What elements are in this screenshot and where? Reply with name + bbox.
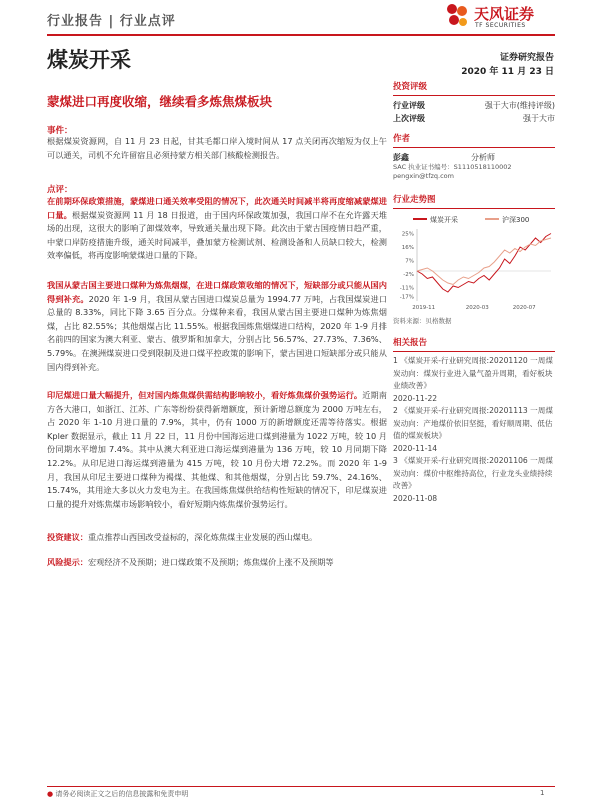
trend-panel [393, 193, 555, 326]
related-report-number: 3 [393, 456, 398, 465]
investment-advice-heading: 投资建议： [47, 532, 88, 542]
rating-heading: 投资评级 [393, 80, 555, 96]
author-email[interactable]: pengxin@tfzq.com [393, 172, 454, 180]
footer-logo-icon: ● [47, 790, 54, 798]
page-number: 1 [540, 789, 545, 797]
brand-name-cn: 天风证券 [474, 5, 535, 23]
previous-rating-value: 强于大市 [523, 114, 555, 123]
paragraph-1 [47, 195, 387, 263]
y-tick-label: -11% [399, 285, 414, 292]
previous-rating-label: 上次评级 [393, 114, 425, 123]
related-report-number: 1 [393, 356, 398, 365]
related-report-date: 2020-11-22 [393, 393, 438, 403]
y-tick-label: 16% [401, 245, 414, 251]
previous-rating-row [393, 112, 555, 125]
rating-label: 行业评级 [393, 101, 425, 110]
investment-advice-body: 重点推荐山西国改受益标的，深化炼焦煤主业发展的西山煤电。 [87, 532, 318, 542]
page-title: 煤炭开采 [47, 48, 131, 72]
author-panel [393, 132, 555, 181]
footer-divider [47, 786, 555, 787]
investment-advice [47, 531, 387, 545]
y-tick-label: -17% [399, 294, 414, 301]
related-list [393, 355, 555, 505]
trend-chart [393, 213, 555, 313]
author-role: 分析师 [471, 153, 495, 162]
author-row [393, 152, 555, 163]
y-tick-label: 25% [401, 231, 414, 238]
chart-source: 资料来源：贝格数据 [393, 317, 452, 325]
report-category: 行业报告 | 行业点评 [47, 14, 176, 29]
related-report-1[interactable] [393, 355, 555, 405]
x-tick-label: 2020-07 [512, 305, 536, 311]
related-panel [393, 336, 555, 505]
related-heading: 相关报告 [393, 336, 555, 352]
trend-heading: 行业走势图 [393, 193, 555, 209]
report-type: 证券研究报告 [499, 53, 554, 63]
related-report-number: 2 [393, 406, 398, 415]
related-report-title: 《煤炭开采-行业研究周报:20201120 一周煤炭动向：煤炭行业进入量气盈升周期，看好板块业绩改善》 [393, 356, 553, 390]
risk-warning-body: 宏观经济不及预期；进口煤政策不及预期；炼焦煤价上涨不及预期等 [87, 557, 334, 567]
legend-label: 沪深300 [502, 216, 530, 224]
rating-panel [393, 80, 555, 125]
point-heading: 点评： [47, 185, 73, 195]
risk-warning-heading: 风险提示： [47, 557, 88, 567]
rating-row [393, 99, 555, 112]
risk-warning [47, 556, 387, 570]
paragraph-3-body: 近期南方各大港口，如浙江、江苏、广东等纷纷获得新增额度，预计新增总额度为 2000 万吨左右，占 2020 年 1-10 月进口量的 7.9%，其中，仍有 1000 万的新增额度还需等待落实。根据 Kpler 数据显示，截止 11 月 22 日，11 月份中国海运进口煤到港量为 1022 万吨，较 10 月份同期水平增加 7.4%。其中从澳大利亚进口海运煤到港量为 136 万吨，较 10 月同期下降 12.2%。从印尼进口海运煤到港量为 415 万吨，较 10 月份大增 72.2%。而 2020 年 1-9 月，我国从印尼主要进口煤种为褐煤、其他煤、和其他烟煤，分别占比 59.7%、24.16%、15.74%，其用途大多以火力发电为主。在我国炼焦煤供给结构性短缺的情况下，印尼煤炭进口量的提升对炼焦煤市场影响较小，看好短期内炼焦煤价强势运行。 [47, 390, 387, 509]
legend-label: 煤炭开采 [430, 216, 458, 224]
series-line-1 [417, 234, 551, 293]
paragraph-2-lead: 我国从蒙古国主要进口煤种为炼焦烟煤，在进口煤政策收缩的情况下，短缺部分或只能从国内得到补充。 [47, 280, 387, 304]
series-line-2 [417, 238, 551, 285]
paragraph-1-body: 根据煤炭资源网 11 月 18 日报道，由于国内环保政策加强，我国口岸不在允许露天堆场的出现，这很大的影响了卸煤效率，导致通关量出现下降。此次由于蒙古国疫情日趋严重，中蒙口岸防疫措施升级，通关时间减半，叠加蒙方检测试剂、检测设备和人员缺口较大，检测效率偏低，将再度影响蒙煤进口量的下降。 [47, 209, 387, 261]
y-tick-label: -2% [403, 272, 414, 278]
report-subtitle: 蒙煤进口再度收缩，继续看多炼焦煤板块 [47, 94, 273, 109]
brand-name-en: TF SECURITIES [475, 22, 526, 29]
related-report-date: 2020-11-08 [393, 493, 438, 503]
related-report-2[interactable] [393, 405, 555, 455]
footer-disclaimer [47, 789, 188, 799]
paragraph-2 [47, 279, 387, 374]
footer-disclaimer-text: 请务必阅读正文之后的信息披露和免责申明 [55, 790, 189, 798]
rating-value: 强于大市(维持评级) [484, 101, 555, 110]
related-report-3[interactable] [393, 455, 555, 505]
brand-logo [444, 2, 554, 32]
x-tick-label: 2019-11 [412, 305, 436, 311]
related-report-date: 2020-11-14 [393, 443, 438, 453]
author-heading: 作者 [393, 132, 555, 148]
related-report-title: 《煤炭开采-行业研究周报:20201113 一周煤炭动向：产地煤价依旧坚挺，看好顺周期、低估值的煤炭板块》 [393, 406, 553, 440]
paragraph-1-lead: 在前期环保政策措施，蒙煤进口通关效率受阻的情况下，此次通关时间减半将再度缩减蒙煤进口量。 [47, 196, 387, 220]
event-heading: 事件： [47, 126, 73, 136]
header-divider [47, 34, 555, 36]
paragraph-3 [47, 389, 387, 511]
paragraph-2-body: 2020 年 1-9 月，我国从蒙古国进口煤炭总量为 1994.77 万吨，占我国煤炭进口总量的 8.33%，同比下降 3.65 百分点。分煤种来看，我国从蒙古国主要进口煤种为炼焦烟煤，占比 82.55%；其他烟煤占比 11.55%。根据我国炼焦烟煤进口结构，2020 年 1-9 月排名前四的国家为澳大利亚、蒙古、俄罗斯和加拿大，分别占比 56.57%、27.73%、7.36%、5.79%。在澳洲煤炭进口受到限制及进口煤平控政策的影响下，蒙古国进口短缺部分或只能从国内得到补充。 [47, 293, 387, 372]
author-certificate: SAC 执业证书编号：S1110518110002 [393, 163, 512, 171]
tf-logo-icon [444, 2, 470, 28]
report-date: 2020 年 11 月 23 日 [461, 67, 554, 77]
paragraph-3-lead: 印尼煤进口量大幅提升，但对国内炼焦煤供需结构影响较小，看好炼焦煤价强势运行。 [47, 390, 363, 400]
y-tick-label: 7% [405, 258, 414, 265]
event-paragraph: 根据煤炭资源网，自 11 月 23 日起，甘其毛都口岸入境时间从 17 点关闭再次缩短为仅上午可以通关，司机不允许留宿且必须持蒙方相关部门核酸检测报告。 [47, 136, 387, 160]
related-report-title: 《煤炭开采-行业研究周报:20201106 一周煤炭动向：煤价中枢维持高位，行业龙头业绩持续改善》 [393, 456, 553, 490]
author-name: 彭鑫 [393, 153, 409, 162]
x-tick-label: 2020-03 [465, 305, 489, 311]
